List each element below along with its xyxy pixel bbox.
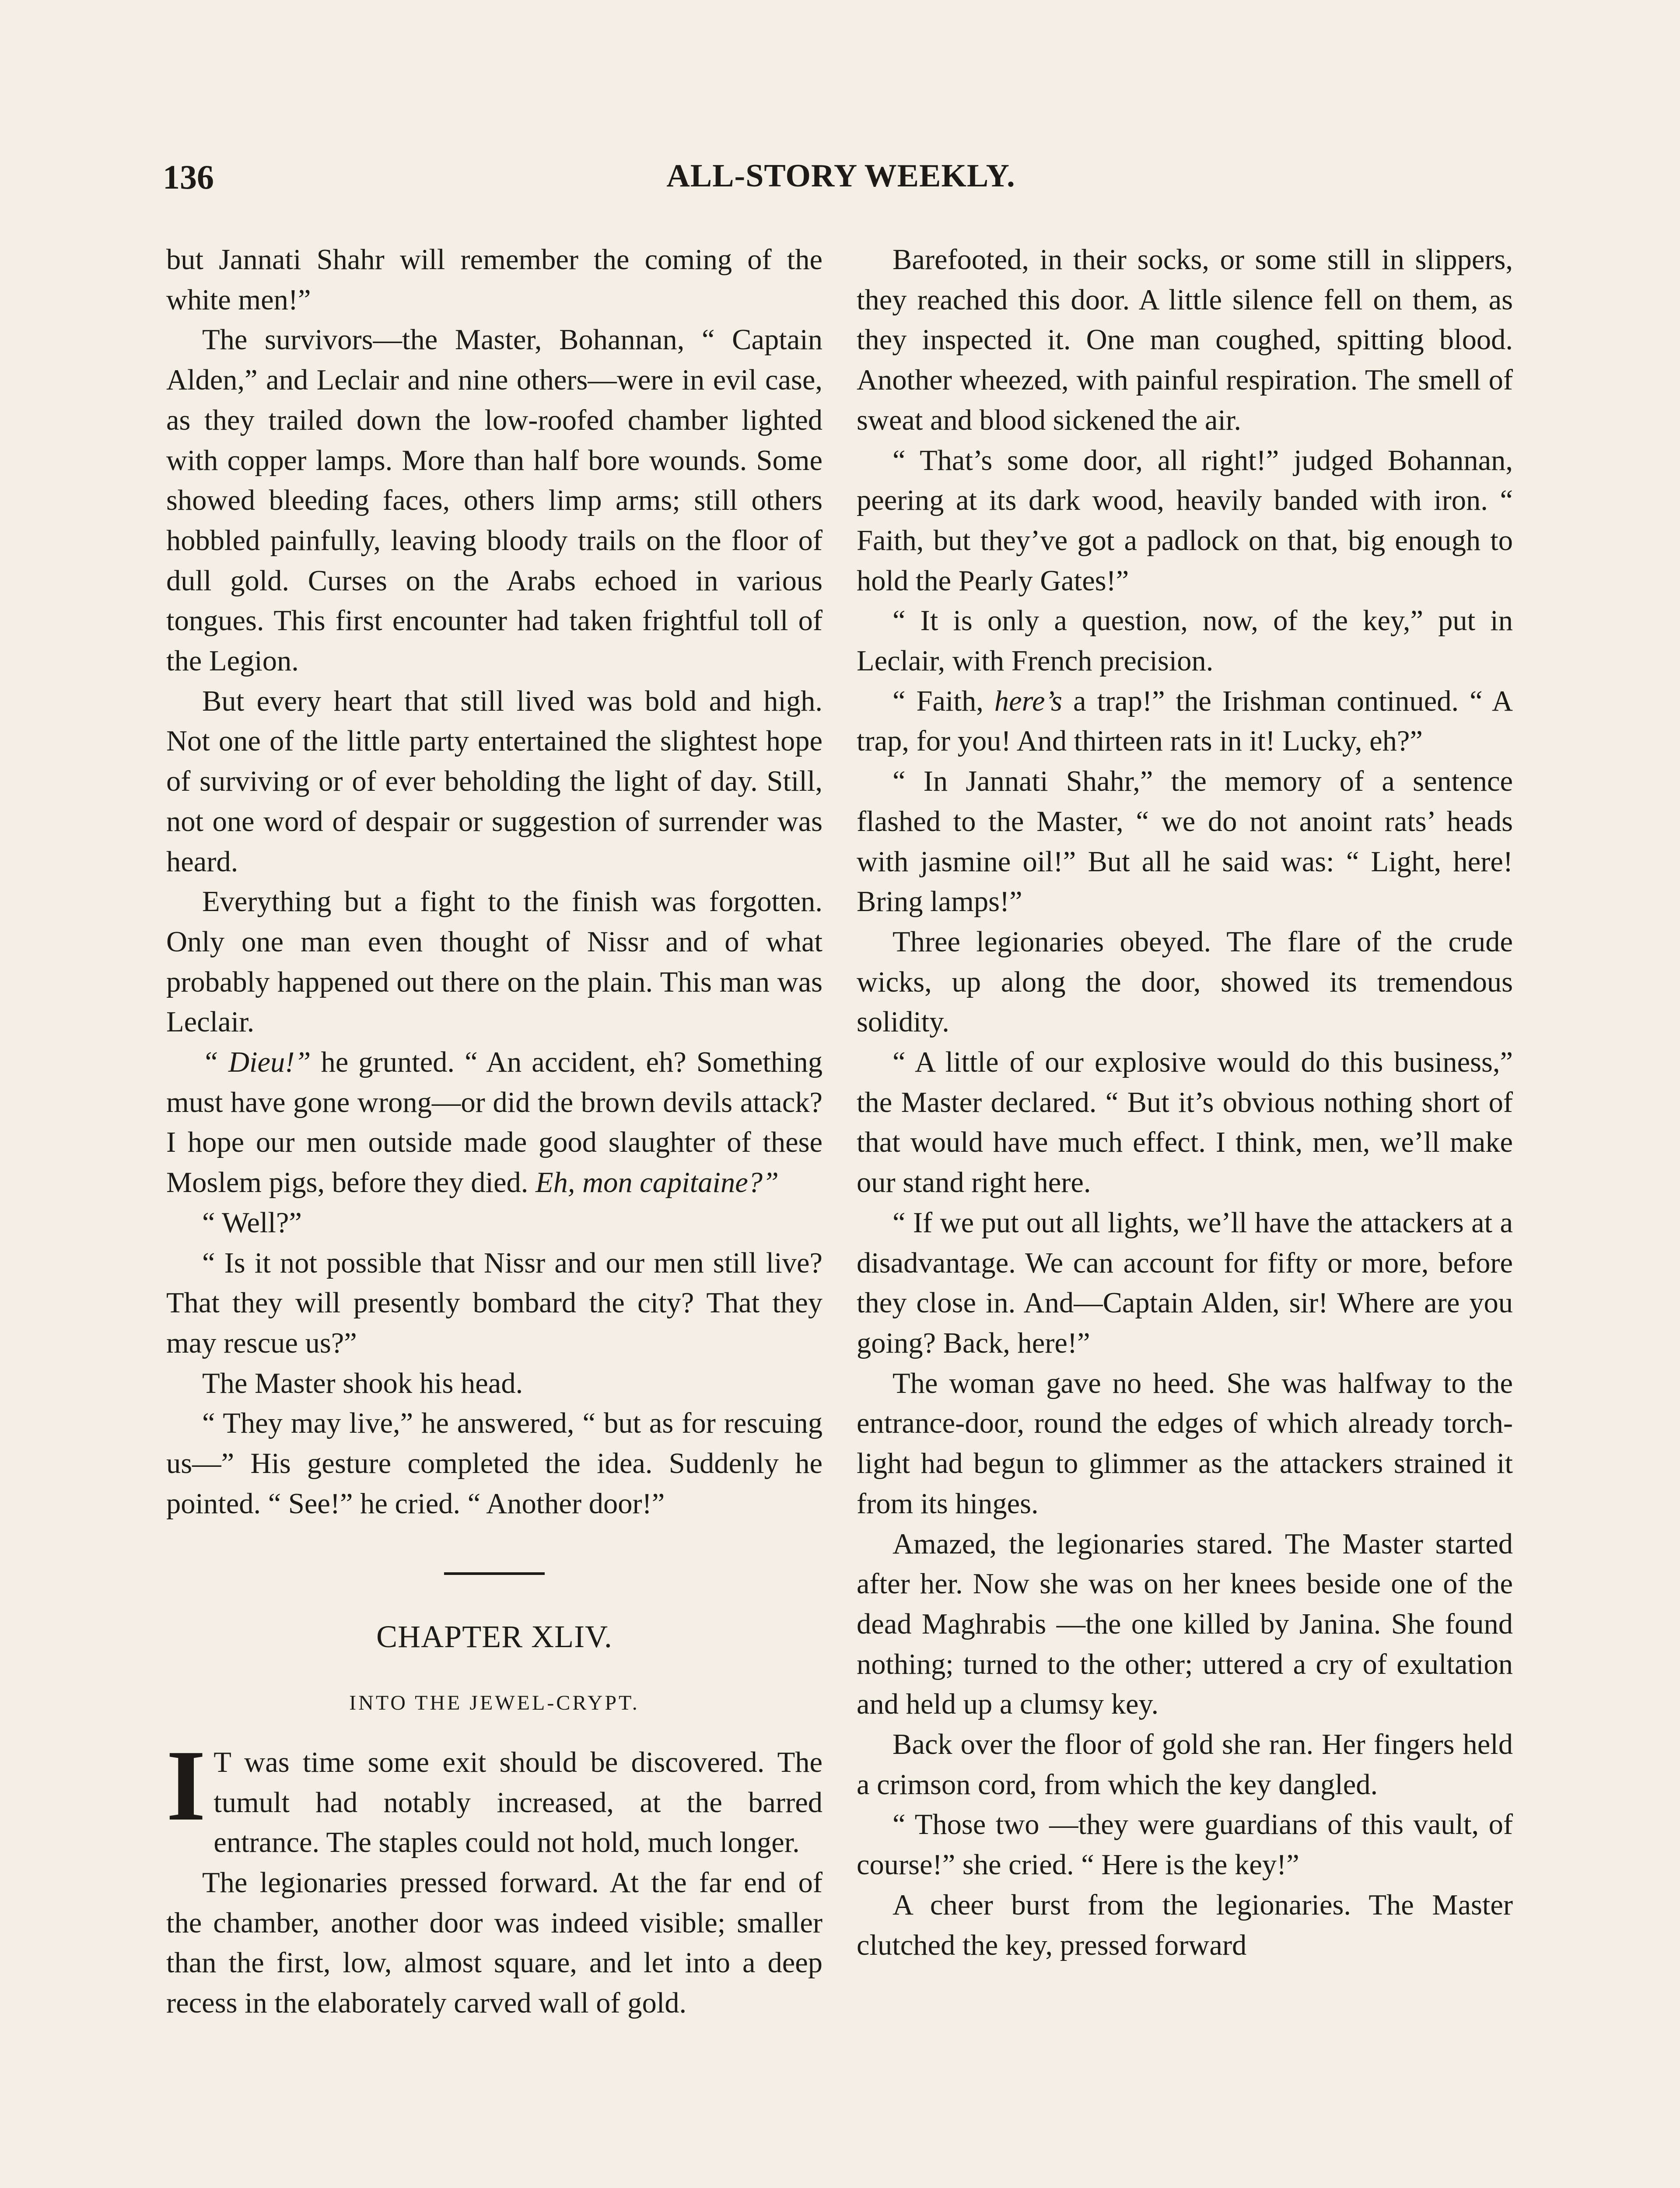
chapter-subtitle: INTO THE JEWEL-CRYPT.	[349, 1691, 640, 1715]
paragraph: “ Well?”	[202, 1206, 302, 1239]
italic-text: Eh, mon capitaine?”	[536, 1167, 779, 1199]
right-column	[857, 240, 1513, 1965]
chapter-heading: CHAPTER XLIV.	[376, 1619, 612, 1654]
paragraph: “ Is it not possible that Nissr and our men still live? That they will presently bombard the city? That they may rescue us?”	[166, 1247, 822, 1359]
paragraph: “ A little of our explosive would do this business,” the Master declared. “ But it’s obvious nothing short of that would have much effect. I think, men, we’ll make our stand right here.	[857, 1046, 1513, 1199]
paragraph	[166, 1729, 822, 1863]
paragraph: “ It is only a question, now, of the key,” put in Leclair, with French precision.	[857, 605, 1513, 677]
paragraph: “ They may live,” he answered, “ but as for rescuing us—” His gesture completed the idea. Suddenly he pointed. “ See!” he cried. “ Another door!”	[166, 1407, 822, 1520]
running-head: ALL-STORY WEEKLY.	[666, 158, 1015, 194]
paragraph: But every heart that still lived was bold and high. Not one of the little party entertained the slightest hope of surviving or of ever beholding the light of day. Still, not one word of despair or suggestion of surrender was heard.	[166, 685, 822, 878]
paragraph: “ Those two —they were guardians of this vault, of course!” she cried. “ Here is the key!”	[857, 1809, 1513, 1881]
paragraph: Amazed, the legionaries stared. The Master started after her. Now she was on her knees beside one of the dead Maghrabis —the one killed by Janina. She found nothing; turned to the other; uttered a cry of exultation and held up a clumsy key.	[857, 1528, 1513, 1721]
italic-text: “ Dieu!”	[202, 1046, 311, 1079]
paragraph: The Master shook his head.	[202, 1367, 523, 1399]
paragraph-text: “ Faith,	[892, 685, 994, 717]
paragraph: “ In Jannati Shahr,” the memory of a sentence flashed to the Master, “ we do not anoint rats’ heads with jasmine oil!” But all he said was: “ Light, here! Bring lamps!”	[857, 765, 1513, 918]
page-header	[163, 158, 1519, 210]
paragraph: “ That’s some door, all right!” judged Bohannan, peering at its dark wood, heavily banded with iron. “ Faith, but they’ve got a padlock on that, big enough to hold the Pearly Gates!”	[857, 444, 1513, 597]
paragraph: “ If we put out all lights, we’ll have the attackers at a disadvantage. We can account for fifty or more, before they close in. And—Captain Alden, sir! Where are you going? Back, here!”	[857, 1206, 1513, 1359]
paragraph: Barefooted, in their socks, or some still in slippers, they reached this door. A little silence fell on them, as they inspected it. One man coughed, spitting blood. Another wheezed, with painful respiration. The smell of sweat and blood sickened the air.	[857, 244, 1513, 436]
paragraph-text: a trap!” the Irishman continued. “ A trap, for you! And thirteen rats in it! Lucky, eh?”	[857, 685, 1513, 757]
paragraph-text: he grunted. “ An accident, eh? Something must have gone wrong—or did the brown devils attack? I hope our men outside made good slaughter of these Moslem pigs, before they died.	[166, 1046, 822, 1199]
paragraph: The woman gave no heed. She was halfway to the entrance-door, round the edges of which already torch-light had begun to glimmer as the attackers strained it from its hinges.	[857, 1367, 1513, 1520]
left-column	[166, 240, 822, 2023]
paragraph: Back over the floor of gold she ran. Her fingers held a crimson cord, from which the key dangled.	[857, 1729, 1513, 1801]
paragraph	[166, 1042, 822, 1203]
paragraph: The survivors—the Master, Bohannan, “ Captain Alden,” and Leclair and nine others—were in evil case, as they trailed down the low-roofed chamber lighted with copper lamps. More than half bore wounds. Some showed bleeding faces, others limp arms; still others hobbled painfully, leaving bloody trails on the floor of dull gold. Curses on the Arabs echoed in various tongues. This first encounter had taken frightful toll of the Legion.	[166, 324, 822, 677]
paragraph: but Jannati Shahr will remember the coming of the white men!”	[166, 244, 822, 316]
drop-cap: I	[166, 1729, 206, 1842]
section-divider	[444, 1572, 545, 1575]
paragraph-text: T was time some exit should be discovered. The tumult had notably increased, at the barred entrance. The staples could not hold, much longer.	[214, 1746, 822, 1859]
page-number: 136	[163, 158, 214, 196]
paragraph: The legionaries pressed forward. At the far end of the chamber, another door was indeed visible; smaller than the first, low, almost square, and let into a deep recess in the elaborately carved wall of gold.	[166, 1867, 822, 2020]
paragraph: Three legionaries obeyed. The flare of the crude wicks, up along the door, showed its tremendous solidity.	[857, 926, 1513, 1038]
paragraph	[857, 681, 1513, 761]
paragraph: Everything but a fight to the finish was forgotten. Only one man even thought of Nissr and of what probably happened out there on the plain. This man was Leclair.	[166, 886, 822, 1038]
italic-text: here’s	[994, 685, 1063, 717]
paragraph: A cheer burst from the legionaries. The Master clutched the key, pressed forward	[857, 1889, 1513, 1961]
